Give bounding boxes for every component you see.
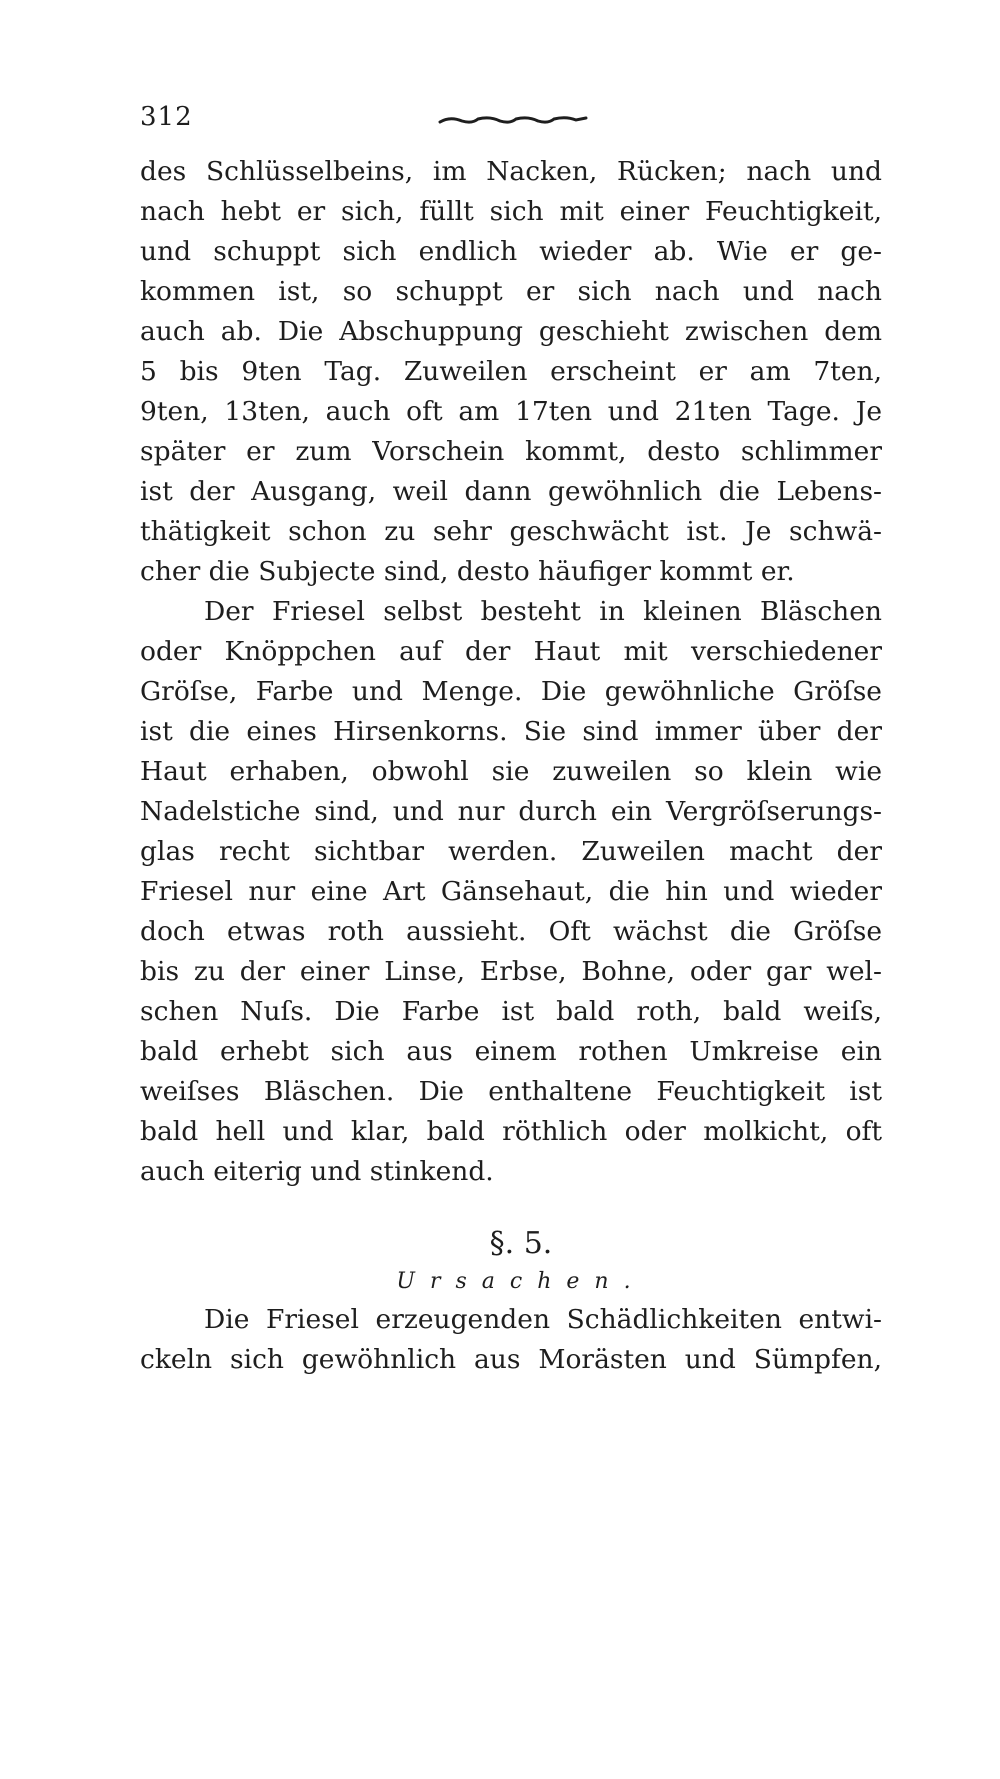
text-line: 9ten, 13ten, auch oft am 17ten und 21ten Tage. Je bbox=[140, 396, 882, 427]
section-title: Ursachen. bbox=[396, 1269, 646, 1294]
section-heading: §. 5. bbox=[489, 1226, 553, 1261]
text-line: bald erhebt sich aus einem rothen Umkreise ein bbox=[140, 1036, 882, 1067]
paragraph-3 bbox=[140, 1300, 882, 1380]
text-line: ckeln sich gewöhnlich aus Morästen und Sümpfen, bbox=[140, 1344, 882, 1375]
section-spacer bbox=[140, 1192, 882, 1224]
text-line: ist der Ausgang, weil dann gewöhnlich die Lebens- bbox=[140, 476, 882, 507]
text-line: bis zu der einer Linse, Erbse, Bohne, oder gar wel- bbox=[140, 956, 882, 987]
page-number: 312 bbox=[140, 102, 193, 132]
text-line: glas recht sichtbar werden. Zuweilen macht der bbox=[140, 836, 882, 867]
text-line: nach hebt er sich, füllt sich mit einer Feuchtigkeit, bbox=[140, 196, 882, 227]
header-ornament bbox=[438, 114, 588, 126]
page-header bbox=[140, 100, 880, 140]
paragraph-2 bbox=[140, 592, 882, 1192]
text-line: doch etwas roth aussieht. Oft wächst die Gröſse bbox=[140, 916, 882, 947]
text-line: Der Friesel selbst besteht in kleinen Bläschen bbox=[204, 596, 882, 627]
text-line: cher die Subjecte sind, desto häufiger kommt er. bbox=[140, 556, 795, 587]
text-line: Haut erhaben, obwohl sie zuweilen so klein wie bbox=[140, 756, 882, 787]
text-line: ist die eines Hirsenkorns. Sie sind immer über der bbox=[140, 716, 882, 747]
text-line: oder Knöppchen auf der Haut mit verschiedener bbox=[140, 636, 882, 667]
paragraph-1 bbox=[140, 152, 882, 592]
text-line: später er zum Vorschein kommt, desto schlimmer bbox=[140, 436, 882, 467]
text-line: Gröſse, Farbe und Menge. Die gewöhnliche Gröſse bbox=[140, 676, 882, 707]
text-line: des Schlüsselbeins, im Nacken, Rücken; nach und bbox=[140, 156, 882, 187]
text-line: bald hell und klar, bald röthlich oder molkicht, oft bbox=[140, 1116, 882, 1147]
text-line: 5 bis 9ten Tag. Zuweilen erscheint er am 7ten, bbox=[140, 356, 882, 387]
text-line: Nadelstiche sind, und nur durch ein Vergröſserungs- bbox=[140, 796, 882, 827]
text-line: Friesel nur eine Art Gänsehaut, die hin und wieder bbox=[140, 876, 882, 907]
text-line: schen Nuſs. Die Farbe ist bald roth, bald weiſs, bbox=[140, 996, 882, 1027]
text-line: weiſses Bläschen. Die enthaltene Feuchtigkeit ist bbox=[140, 1076, 882, 1107]
text-line: auch ab. Die Abschuppung geschieht zwischen dem bbox=[140, 316, 882, 347]
text-line: thätigkeit schon zu sehr geschwächt ist. Je schwä- bbox=[140, 516, 882, 547]
text-line: Die Friesel erzeugenden Schädlichkeiten entwi- bbox=[204, 1304, 882, 1335]
body-text bbox=[140, 152, 882, 1380]
text-line: auch eiterig und stinkend. bbox=[140, 1156, 494, 1187]
text-line: kommen ist, so schuppt er sich nach und nach bbox=[140, 276, 882, 307]
text-line: und schuppt sich endlich wieder ab. Wie er ge- bbox=[140, 236, 882, 267]
